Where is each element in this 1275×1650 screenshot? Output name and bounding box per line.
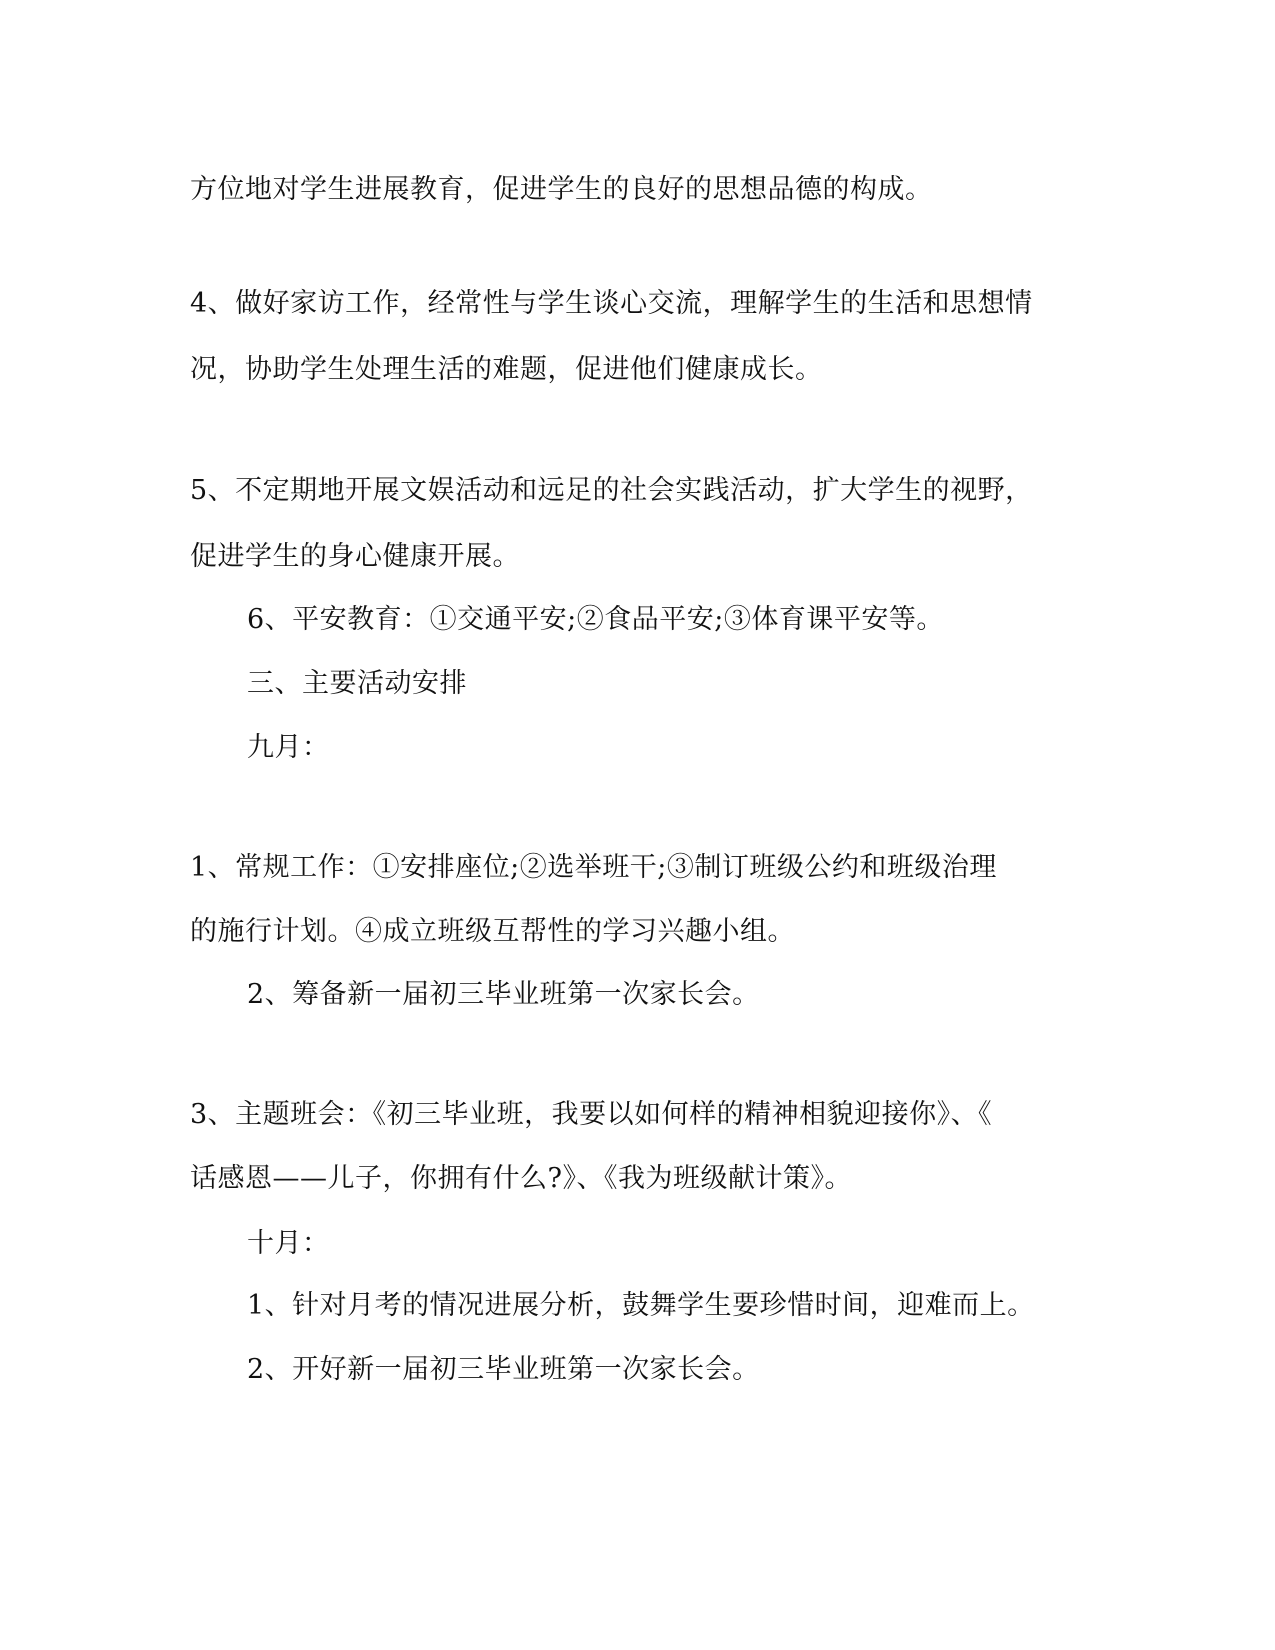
- text-line-2: 4、做好家访工作，经常性与学生谈心交流，理解学生的生活和思想情: [190, 288, 1033, 319]
- text-line-5: 促进学生的身心健康开展。: [190, 541, 520, 572]
- section-heading: 三、主要活动安排: [247, 668, 467, 699]
- text-line-1: 方位地对学生进展教育，促进学生的良好的思想品德的构成。: [190, 174, 933, 205]
- text-line-3: 况，协助学生处理生活的难题，促进他们健康成长。: [190, 354, 823, 385]
- text-line-4: 5、不定期地开展文娱活动和远足的社会实践活动，扩大学生的视野，: [190, 475, 1033, 506]
- text-line-6: 6、平安教育：①交通平安;②食品平安;③体育课平安等。: [247, 604, 944, 635]
- text-line-12: 3、主题班会：《初三毕业班，我要以如何样的精神相貌迎接你》、《: [190, 1099, 993, 1130]
- text-line-13: 话感恩——儿子，你拥有什么?》、《我为班级献计策》。: [190, 1163, 852, 1194]
- text-line-16: 2、开好新一届初三毕业班第一次家长会。: [247, 1354, 760, 1385]
- text-line-11: 2、筹备新一届初三毕业班第一次家长会。: [247, 979, 760, 1010]
- text-line-10: 的施行计划。④成立班级互帮性的学习兴趣小组。: [190, 916, 795, 947]
- text-line-15: 1、针对月考的情况进展分析，鼓舞学生要珍惜时间，迎难而上。: [247, 1290, 1035, 1321]
- month-heading-september: 九月：: [247, 732, 330, 763]
- text-line-9: 1、常规工作：①安排座位;②选举班干;③制订班级公约和班级治理: [190, 852, 997, 883]
- month-heading-october: 十月：: [247, 1228, 330, 1259]
